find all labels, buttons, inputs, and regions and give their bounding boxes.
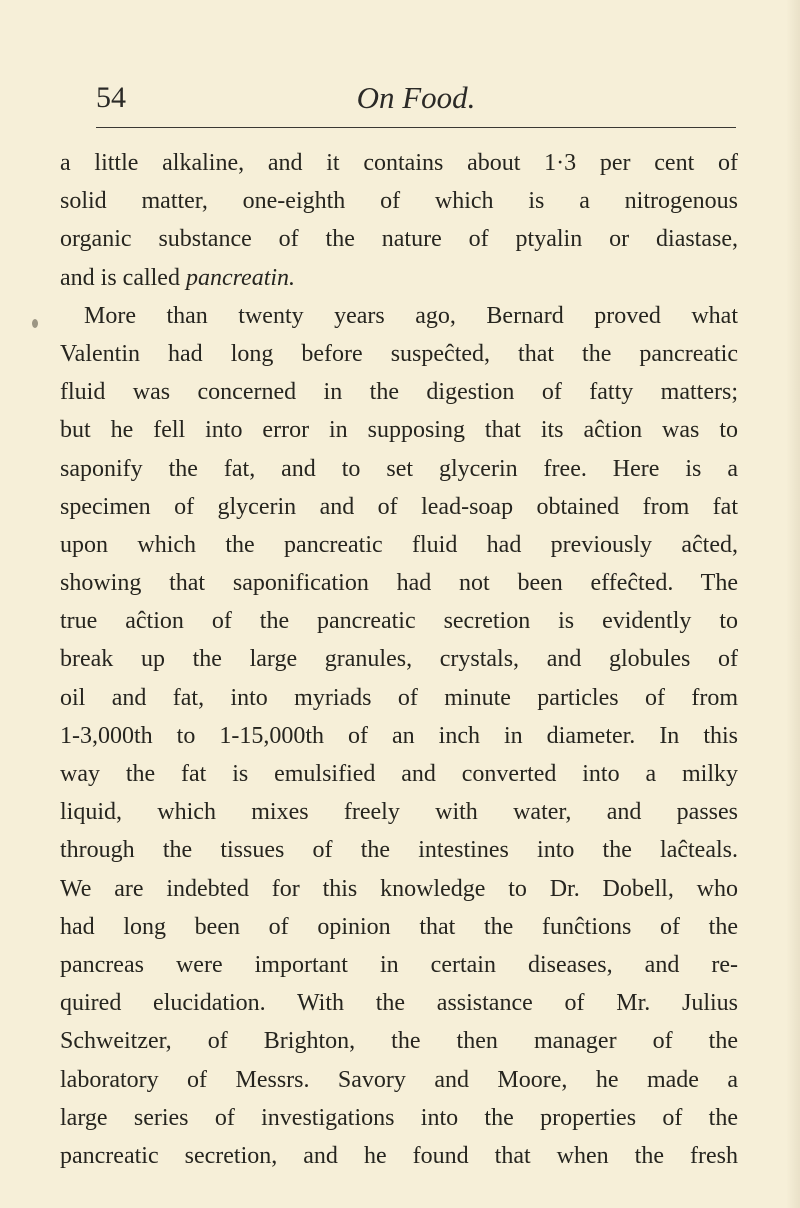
- text-line: way the fat is emulsified and converted into a milky: [60, 761, 738, 787]
- text-line: showing that saponification had not been effeĉted. The: [60, 570, 738, 597]
- text-line: had long been of opinion that the funĉtions of the: [60, 913, 738, 940]
- text-line: organic substance of the nature of ptyalin or diastase,: [60, 226, 738, 253]
- running-title: On Food.: [356, 80, 476, 115]
- body-text: [60, 144, 738, 1175]
- text-line: We are indebted for this knowledge to Dr. Dobell, who: [60, 875, 738, 902]
- page-edge-shadow: [786, 0, 800, 1208]
- text-line: [60, 259, 738, 297]
- paragraph-start-line: More than twenty years ago, Bernard proved what: [84, 302, 738, 329]
- text-line: pancreatic secretion, and he found that when the fresh: [60, 1142, 738, 1169]
- text-line: upon which the pancreatic fluid had previously aĉted,: [60, 531, 738, 558]
- page-header: [96, 78, 736, 118]
- text-span: and is called: [60, 264, 186, 291]
- text-line: break up the large granules, crystals, and globules of: [60, 646, 738, 673]
- text-line: solid matter, one-eighth of which is a nitrogenous: [60, 188, 738, 215]
- text-line: 1-3,000th to 1-15,000th of an inch in diameter. In this: [60, 722, 738, 749]
- text-line: oil and fat, into myriads of minute particles of from: [60, 684, 738, 711]
- term-pancreatin: pancreatin.: [185, 264, 296, 291]
- text-line: quired elucidation. With the assistance of Mr. Julius: [60, 990, 738, 1017]
- text-line: a little alkaline, and it contains about 1·3 per cent of: [60, 150, 738, 176]
- page-number: 54: [96, 81, 126, 114]
- text-line: pancreas were important in certain diseases, and re-: [60, 951, 738, 978]
- paper-speck: [32, 319, 38, 328]
- header-rule: [96, 127, 736, 128]
- text-line: fluid was concerned in the digestion of fatty matters;: [60, 379, 738, 406]
- text-line: liquid, which mixes freely with water, and passes: [60, 799, 738, 826]
- text-line: through the tissues of the intestines into the laĉteals.: [60, 837, 738, 864]
- text-line: large series of investigations into the properties of the: [60, 1104, 738, 1131]
- text-line: laboratory of Messrs. Savory and Moore, he made a: [60, 1066, 738, 1093]
- text-line: specimen of glycerin and of lead-soap obtained from fat: [60, 493, 738, 520]
- text-line: but he fell into error in supposing that its aĉtion was to: [60, 417, 738, 444]
- text-line: Valentin had long before suspeĉted, that the pancreatic: [60, 340, 738, 367]
- text-line: Schweitzer, of Brighton, the then manager of the: [60, 1028, 738, 1055]
- text-line: saponify the fat, and to set glycerin free. Here is a: [60, 455, 738, 482]
- text-line: true aĉtion of the pancreatic secretion is evidently to: [60, 608, 738, 635]
